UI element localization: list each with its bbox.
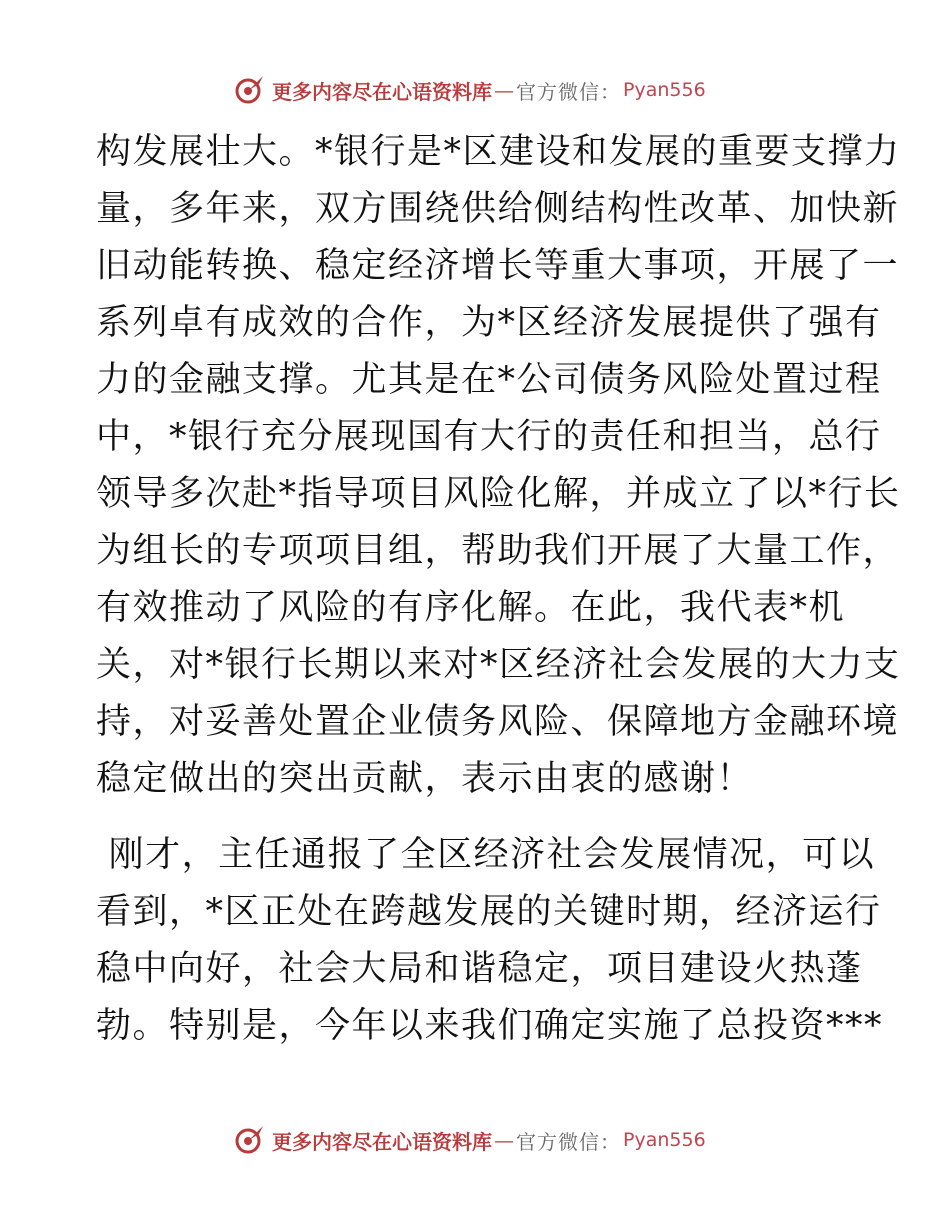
banner-dash: — (494, 1128, 514, 1152)
banner-main-text: 更多内容尽在心语资料库 (272, 79, 492, 104)
quill-logo-icon (232, 1123, 266, 1157)
footer-banner (232, 1122, 706, 1158)
text-line: 持，对妥善处置企业债务风险、保障地方金融环境 (96, 702, 900, 742)
quill-logo-icon (232, 73, 266, 107)
text-line: 有效推动了风险的有序化解。在此，我代表*机 (96, 588, 846, 628)
banner-label: 官方微信： (516, 1129, 621, 1154)
document-body (96, 124, 901, 1055)
paragraph-1 (96, 124, 901, 808)
banner-handle: Pyan556 (623, 79, 706, 101)
text-line: 勃。特别是，今年以来我们确定实施了总投资*** (96, 1006, 884, 1046)
text-line: 力的金融支撑。尤其是在*公司债务风险处置过程 (96, 360, 882, 400)
text-line: 关，对*银行长期以来对*区经济社会发展的大力支 (96, 645, 901, 685)
text-line: 量，多年来，双方围绕供给侧结构性改革、加快新 (96, 189, 900, 229)
paragraph-gap (96, 808, 856, 827)
text-line: 领导多次赴*指导项目风险化解，并成立了以*行长 (96, 474, 901, 514)
banner-label: 官方微信： (516, 79, 621, 104)
text-line: 稳中向好，社会大局和谐稳定，项目建设火热蓬 (96, 949, 863, 989)
text-line: 中，*银行充分展现国有大行的责任和担当，总行 (96, 417, 882, 457)
text-line: 看到，*区正处在跨越发展的关键时期，经济运行 (96, 892, 882, 932)
text-line: 稳定做出的突出贡献，表示由衷的感谢！ (96, 759, 754, 799)
text-line: 刚才，主任通报了全区经济社会发展情况，可以 (96, 835, 876, 875)
text-line: 构发展壮大。*银行是*区建设和发展的重要支撑力 (96, 132, 901, 172)
text-line: 为组长的专项项目组，帮助我们开展了大量工作， (96, 531, 900, 571)
text-line: 旧动能转换、稳定经济增长等重大事项，开展了一 (96, 246, 900, 286)
header-banner (232, 72, 706, 108)
banner-handle: Pyan556 (623, 1129, 706, 1151)
text-line: 系列卓有成效的合作，为*区经济发展提供了强有 (96, 303, 882, 343)
paragraph-2 (96, 827, 884, 1055)
banner-main-text: 更多内容尽在心语资料库 (272, 1129, 492, 1154)
banner-dash: — (494, 78, 514, 102)
